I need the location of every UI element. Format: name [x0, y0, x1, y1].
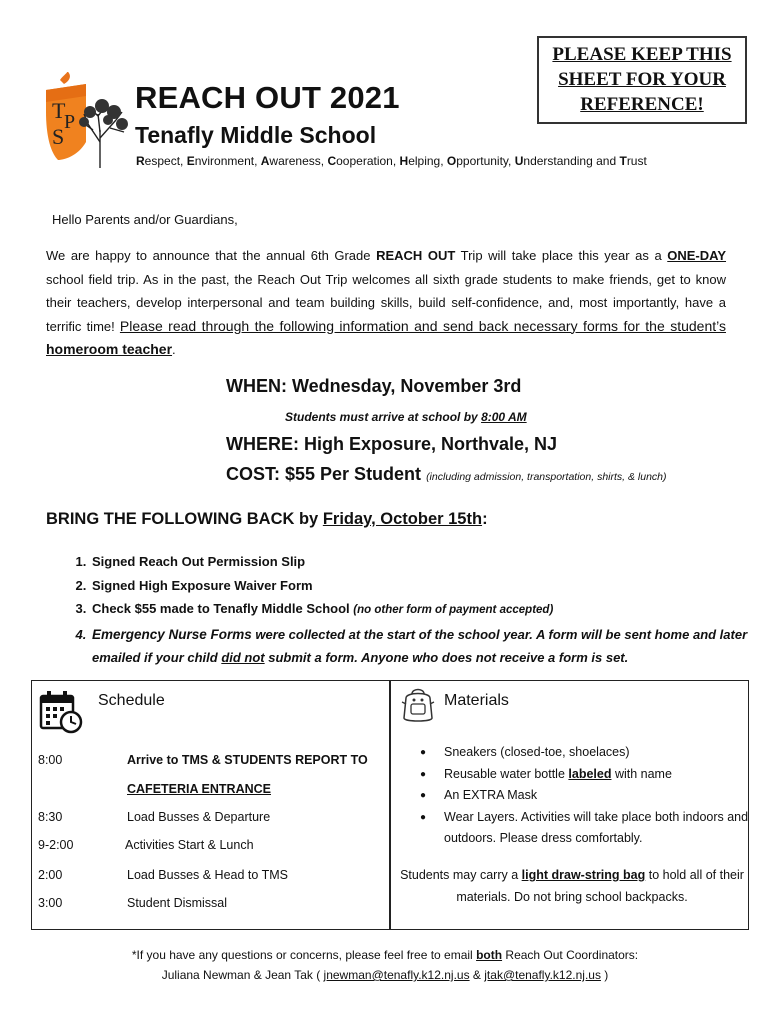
list-item: 3. Check $55 made to Tenafly Middle School (no other form of payment accepted) [90, 597, 770, 623]
intro-paragraph: We are happy to announce that the annual 6th Grade REACH OUT Trip will take place this year as a ONE-DAY school field trip. As in the past, the Reach Out Trip welcomes all sixth grade students to make friends, get to know their teachers, develop interpersonal and team building skills, build self-confidence, and, most importantly, have a terrific time! Please read through the following information and send back necessary forms for the student’s homeroom teacher. [46, 248, 727, 357]
schedule-activity: Activities Start & Lunch [125, 838, 254, 852]
table-divider [389, 680, 391, 930]
svg-text:P: P [64, 111, 76, 133]
schedule-time: 2:00 [38, 868, 63, 882]
school-name: Tenafly Middle School [135, 122, 377, 148]
list-item: 2. Signed High Exposure Waiver Form [90, 574, 770, 598]
email-link[interactable]: jtak@tenafly.k12.nj.us [484, 968, 601, 982]
list-item: ● Reusable water bottle labeled with name [444, 764, 770, 786]
event-location: WHERE: High Exposure, Northvale, NJ [226, 434, 558, 454]
schedule-time: 9-2:00 [38, 838, 74, 852]
schedule-title: Schedule [98, 692, 165, 709]
schedule-time: 8:30 [38, 810, 63, 824]
list-item: ● Wear Layers. Activities will take place both indoors and outdoors. Please dress comfortably. [444, 807, 770, 850]
list-item: 1. Signed Reach Out Permission Slip [90, 550, 770, 574]
schedule-activity: Student Dismissal [127, 896, 228, 910]
greeting: Hello Parents and/or Guardians, [52, 212, 238, 227]
footer-contact-line: *If you have any questions or concerns, please feel free to email both Reach Out Coordinators: [131, 948, 639, 962]
footer-emails: Juliana Newman & Jean Tak ( jnewman@tenafly.k12.nj.us & jtak@tenafly.k12.nj.us ) [161, 968, 609, 982]
keep-notice-box [537, 36, 747, 124]
bring-back-heading: BRING THE FOLLOWING BACK by Friday, October 15th: [46, 510, 488, 528]
arrival-note: Students must arrive at school by 8:00 AM [285, 410, 527, 424]
schedule-activity: CAFETERIA ENTRANCE [127, 782, 271, 796]
event-date: WHEN: Wednesday, November 3rd [226, 376, 522, 396]
materials-title: Materials [444, 692, 509, 709]
schedule-time: 8:00 [38, 753, 63, 767]
keep-notice-line: PLEASE KEEP THIS [552, 44, 732, 65]
keep-notice-line: REFERENCE! [580, 94, 704, 115]
schedule-activity: Load Busses & Departure [127, 810, 271, 824]
carry-note: Students may carry a light draw-string bag to hold all of their materials. Do not bring school backpacks. [400, 868, 744, 904]
list-item: ● An EXTRA Mask [444, 785, 770, 807]
list-item: ● Sneakers (closed-toe, shoelaces) [444, 742, 770, 764]
keep-notice-line: SHEET FOR YOUR [558, 69, 726, 90]
event-cost: COST: $55 Per Student (including admission, transportation, shirts, & lunch) [226, 464, 667, 484]
school-logo [38, 72, 130, 172]
svg-text:S: S [52, 124, 65, 149]
schedule-activity: Arrive to TMS & STUDENTS REPORT TO [127, 753, 368, 767]
school-motto: Respect, Environment, Awareness, Cooperation, Helping, Opportunity, Understanding and Trust [136, 154, 647, 168]
schedule-activity: Load Busses & Head to TMS [127, 868, 288, 882]
page-title: REACH OUT 2021 [135, 80, 400, 115]
materials-list [418, 742, 770, 850]
backpack-icon [398, 686, 438, 726]
calendar-clock-icon [39, 688, 83, 734]
schedule-time: 3:00 [38, 896, 63, 910]
email-link[interactable]: jnewman@tenafly.k12.nj.us [323, 968, 470, 982]
bring-back-list [48, 550, 770, 670]
list-item: 4. Emergency Nurse Forms were collected at the start of the school year. A form will be sent home and later emailed if your child did not submit a form. Anyone who does not receive a form is set. [90, 623, 770, 670]
svg-text:T: T [52, 98, 66, 123]
